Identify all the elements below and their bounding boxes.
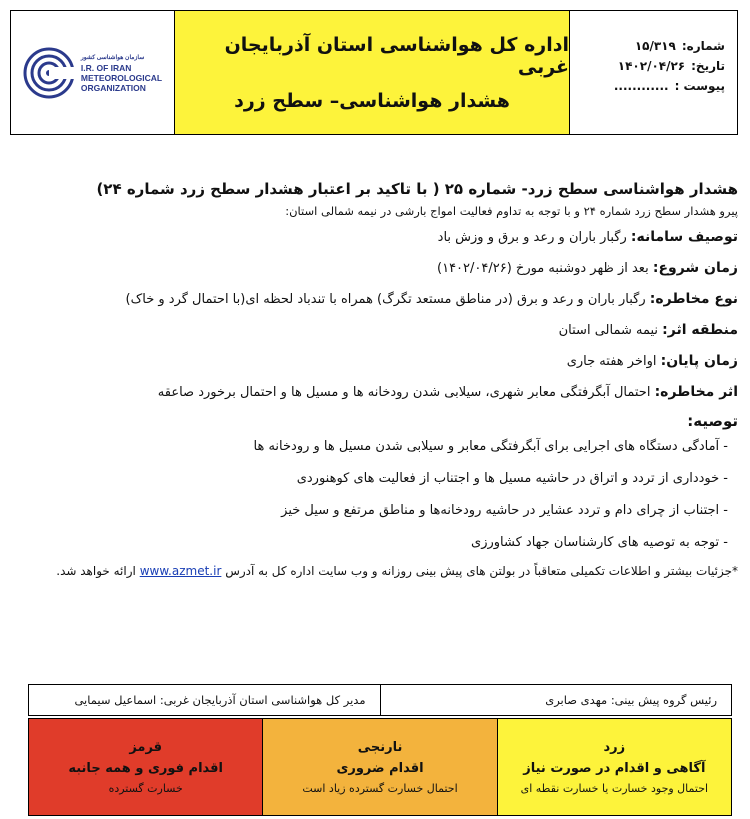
recommendation-item: - اجتناب از چرای دام و تردد عشایر در حاشیه رودخانه‌ها و مناطق مرتفع و سیل خیز bbox=[281, 503, 728, 518]
level-action: اقدام ضروری bbox=[336, 760, 424, 776]
logo-text bbox=[81, 53, 162, 93]
recommendation-item: - خودداری از تردد و اتراق در حاشیه مسیل ها و اجتناب از فعالیت های کوهنوردی bbox=[296, 471, 728, 486]
website-link[interactable]: www.azmet.ir bbox=[139, 564, 222, 578]
level-red bbox=[29, 719, 262, 815]
footnote bbox=[22, 564, 738, 578]
level-yellow bbox=[497, 719, 731, 815]
logo-en1: I.R. OF IRAN bbox=[80, 62, 132, 73]
item-value: رگبار باران و رعد و برق (در مناطق مستعد تگرگ) همراه با تندباد لحظه ای(با احتمال گرد و خاک) bbox=[125, 292, 646, 307]
recommendation-title: توصیه: bbox=[687, 412, 738, 430]
level-action: آگاهی و اقدام در صورت نیاز bbox=[523, 760, 706, 776]
director-signature: مدیر کل هواشناسی استان آذربایجان غربی: اسماعیل سیمایی bbox=[29, 685, 381, 715]
meteorological-organization-icon bbox=[23, 47, 75, 99]
title-block bbox=[175, 11, 570, 134]
organization-logo bbox=[11, 11, 175, 134]
item-key: زمان پایان: bbox=[660, 353, 738, 369]
warning-body bbox=[22, 180, 738, 578]
item-key: منطقه اثر: bbox=[662, 322, 738, 338]
level-orange bbox=[262, 719, 496, 815]
warning-intro: پیرو هشدار سطح زرد شماره ۲۴ و با توجه به تداوم فعالیت امواج بارشی در نیمه شمالی استان: bbox=[285, 204, 738, 218]
meta-attach-row bbox=[570, 76, 725, 96]
logo-en2: METEOROLOGICAL bbox=[80, 72, 163, 83]
item-key: اثر مخاطره: bbox=[654, 384, 738, 400]
meta-number-row bbox=[570, 36, 725, 56]
warning-levels-legend bbox=[28, 718, 732, 816]
item-value: رگبار باران و رعد و برق و وزش باد bbox=[437, 230, 627, 245]
footnote-end: ارائه خواهد شد. bbox=[56, 564, 136, 578]
warning-level-title: هشدار هواشناسی– سطح زرد bbox=[234, 89, 510, 112]
item-value: احتمال آبگرفتگی معابر شهری، سیلابی شدن رودخانه ها و مسیل ها و احتمال برخورد صاعقه bbox=[157, 385, 651, 400]
item-value: اواخر هفته جاری bbox=[566, 354, 657, 369]
item-key: توصیف سامانه: bbox=[630, 229, 738, 245]
number-label: شماره: bbox=[681, 39, 725, 53]
info-item bbox=[22, 257, 738, 280]
header-box bbox=[10, 10, 738, 135]
level-description: احتمال وجود خسارت یا خسارت نقطه ای bbox=[520, 781, 709, 795]
info-item bbox=[22, 350, 738, 373]
footnote-text: *جزئیات بیشتر و اطلاعات تکمیلی متعاقباً در بولتن های پیش بینی روزانه و وب سایت اداره کل به آدرس bbox=[225, 564, 738, 578]
level-name: زرد bbox=[603, 739, 626, 755]
letter-meta bbox=[570, 11, 737, 134]
item-key: زمان شروع: bbox=[652, 260, 738, 276]
item-value: بعد از ظهر دوشنبه مورخ (۱۴۰۲/۰۴/۲۶) bbox=[437, 261, 649, 276]
info-item bbox=[22, 226, 738, 249]
item-key: نوع مخاطره: bbox=[649, 291, 738, 307]
item-value: نیمه شمالی استان bbox=[558, 323, 659, 338]
logo-fa: سازمان هواشناسی کشور bbox=[80, 54, 145, 61]
info-item bbox=[22, 288, 738, 311]
level-description: احتمال خسارت گسترده زیاد است bbox=[302, 781, 458, 795]
date-label: تاریخ: bbox=[691, 59, 725, 73]
forecast-head-signature: رئیس گروه پیش بینی: مهدی صابری bbox=[545, 693, 717, 707]
level-name: نارنجی bbox=[357, 739, 403, 755]
recommendation-item: - آمادگی دستگاه های اجرایی برای آبگرفتگی معابر و سیلابی شدن مسیل ها و رودخانه ها bbox=[253, 439, 728, 454]
meta-date-row bbox=[570, 56, 725, 76]
warning-heading: هشدار هواشناسی سطح زرد- شماره ۲۵ ( با تاکید بر اعتبار هشدار سطح زرد شماره ۲۴) bbox=[96, 180, 738, 198]
signature-row bbox=[28, 684, 732, 716]
recommendation-item: - توجه به توصیه های کارشناسان جهاد کشاورزی bbox=[471, 535, 728, 550]
logo-en3: ORGANIZATION bbox=[80, 82, 146, 93]
level-action: اقدام فوری و همه جانبه bbox=[68, 760, 224, 776]
number-value: ۱۵/۳۱۹ bbox=[634, 39, 676, 53]
info-item bbox=[22, 319, 738, 342]
office-title: اداره کل هواشناسی استان آذربایجان غربی bbox=[224, 33, 569, 78]
date-value: ۱۴۰۲/۰۴/۲۶ bbox=[617, 59, 686, 73]
info-item bbox=[22, 381, 738, 404]
level-name: قرمز bbox=[129, 739, 163, 755]
level-description: خسارت گسترده bbox=[108, 781, 183, 795]
attach-value: ............ bbox=[613, 79, 669, 93]
attach-label: پیوست : bbox=[674, 79, 725, 93]
